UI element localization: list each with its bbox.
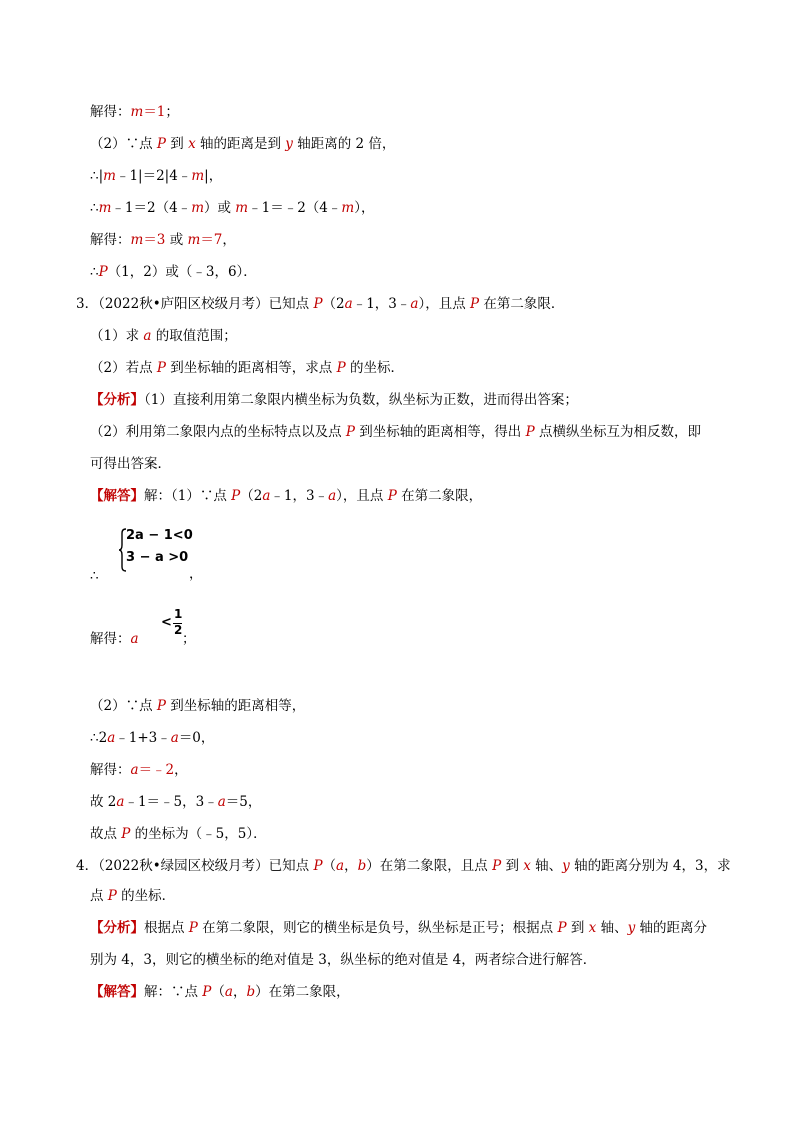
- fraction-denominator: 2: [174, 623, 183, 637]
- solution-line: 故点 P 的坐标为（﹣5，5）．: [90, 826, 267, 842]
- question-4-stem: 4．（2022秋•绿园区校级月考）已知点 P（a，b）在第二象限，且点 P 到 x 轴、y 轴的距离分别为 4，3，求: [76, 858, 731, 874]
- question-4-stem-2: 点 P 的坐标．: [90, 888, 176, 904]
- fraction-numerator: 1: [174, 607, 183, 621]
- inequality-row-1: 2a − 1<0: [126, 528, 193, 543]
- solution-line: 解得：m＝1；: [90, 104, 179, 120]
- solution-line: ∴P（1，2）或（﹣3，6）．: [90, 264, 257, 280]
- solve-label: 解得：a: [90, 631, 139, 647]
- solution-line: 解得：m＝3 或 m＝7，: [90, 232, 236, 248]
- question-4-analysis: 【分析】根据点 P 在第二象限，则它的横坐标是负号，纵坐标是正号；根据点 P 到 x 轴、y 轴的距离分: [90, 920, 708, 936]
- question-3-analysis: 【分析】（1）直接利用第二象限内横坐标为负数，纵坐标为正数，进而得出答案；: [90, 392, 578, 408]
- solution-line: ∴|m﹣1|＝2|4﹣m|，: [90, 168, 223, 184]
- therefore-symbol: ∴: [90, 568, 99, 584]
- solution-line: （2）∵点 P 到 x 轴的距离是到 y 轴距离的 2 倍，: [90, 136, 396, 152]
- solution-line: 故 2a﹣1＝﹣5，3﹣a＝5，: [90, 794, 262, 810]
- question-3-stem: 3．（2022秋•庐阳区校级月考）已知点 P（2a﹣1，3﹣a），且点 P 在第二象限．: [76, 296, 565, 312]
- question-4-answer: 【解答】解：∵点 P（a，b）在第二象限，: [90, 984, 350, 1000]
- inequality-row-2: 3 − a >0: [126, 550, 189, 565]
- question-3-answer: 【解答】解：（1）∵点 P（2a﹣1，3﹣a），且点 P 在第二象限，: [90, 488, 483, 504]
- semicolon: ；: [182, 631, 196, 647]
- question-3-analysis-2: （2）利用第二象限内点的坐标特点以及点 P 到坐标轴的距离相等，得出 P 点横纵坐标互为相反数，即: [90, 424, 701, 440]
- solution-line: （2）∵点 P 到坐标轴的距离相等，: [90, 698, 306, 714]
- solution-line: ∴m﹣1＝2（4﹣m）或 m﹣1＝﹣2（4﹣m），: [90, 200, 375, 216]
- inequality-system: [118, 527, 198, 573]
- question-4-analysis-2: 别为 4，3，则它的横坐标的绝对值是 3，纵坐标的绝对值是 4，两者综合进行解答．: [90, 952, 597, 968]
- question-3-part-1: （1）求 a 的取值范围；: [90, 328, 237, 344]
- comma: ，: [189, 566, 203, 582]
- less-than-sign: <: [161, 615, 172, 630]
- solution-line: ∴2a﹣1+3﹣a＝0，: [90, 730, 215, 746]
- solution-line: 解得：a＝﹣2，: [90, 762, 188, 778]
- question-3-part-2: （2）若点 P 到坐标轴的距离相等，求点 P 的坐标．: [90, 360, 404, 376]
- question-3-analysis-3: 可得出答案．: [90, 456, 171, 472]
